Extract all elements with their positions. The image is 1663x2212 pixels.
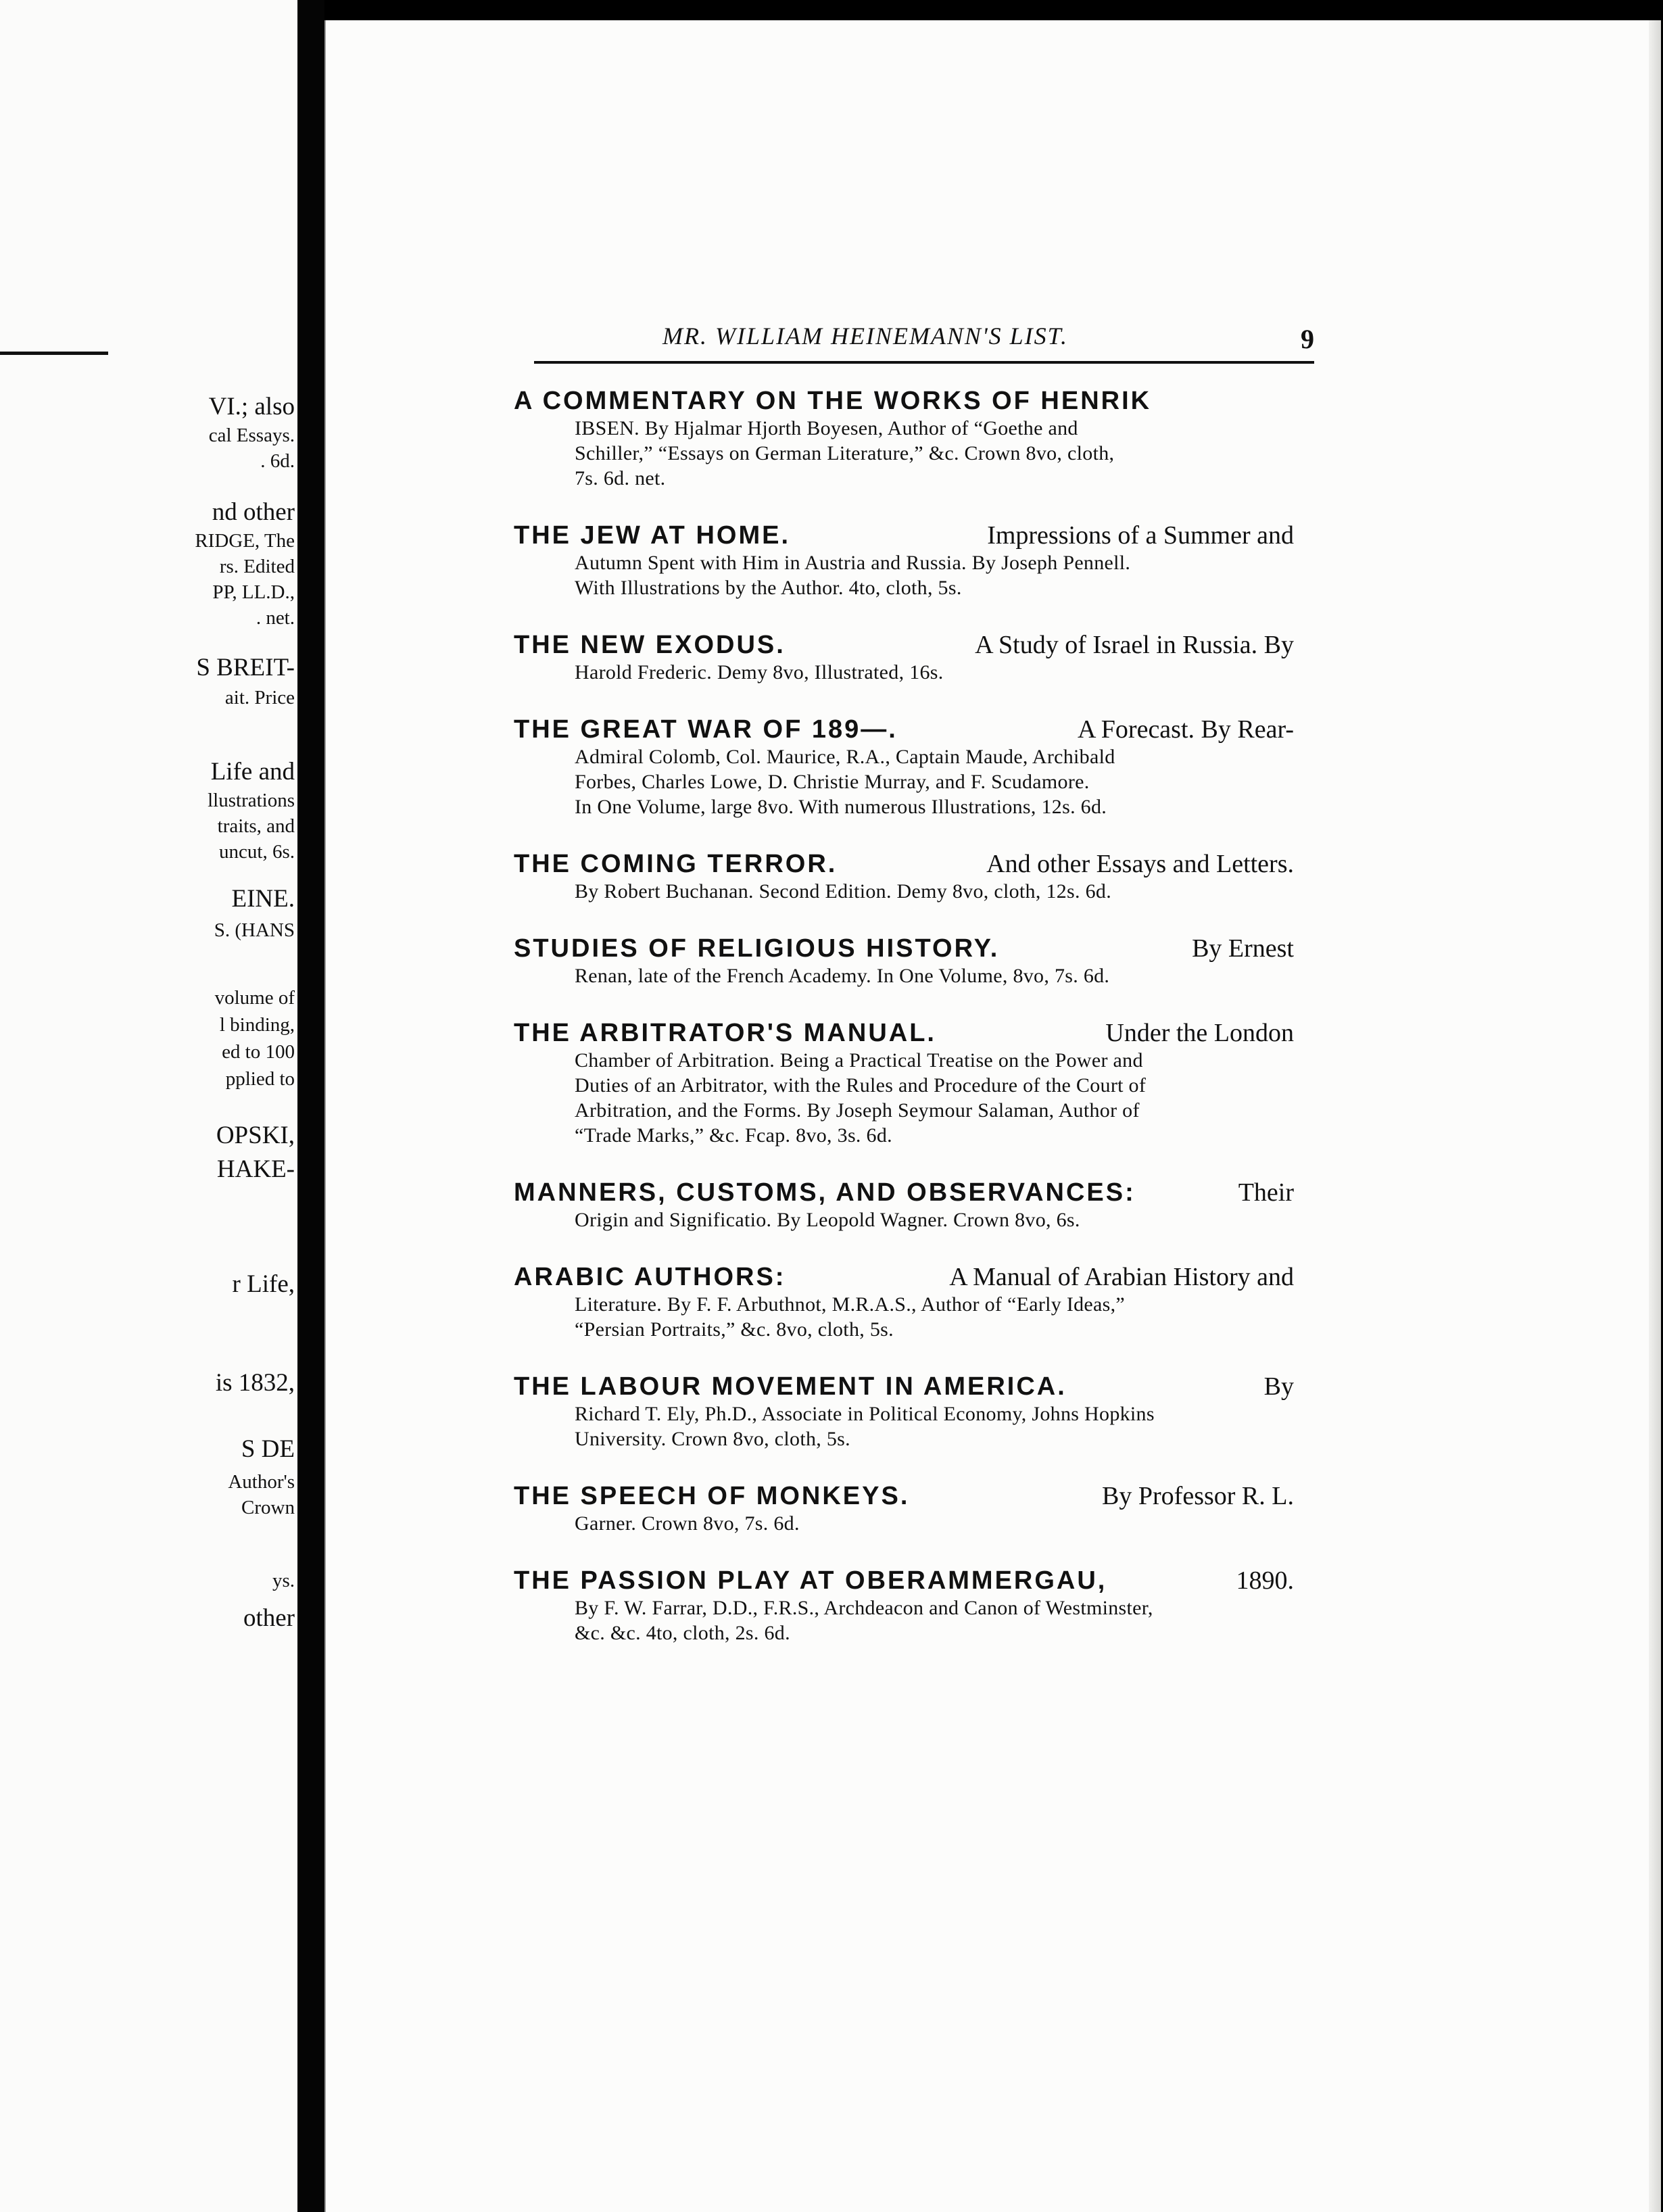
- fragment-text: volume of: [214, 987, 295, 1009]
- fragment-text: Crown: [241, 1497, 295, 1518]
- entry-subtitle: And other Essays and Letters.: [986, 850, 1294, 878]
- catalogue-entry: [514, 521, 1294, 600]
- fragment-text: PP, LL.D.,: [212, 581, 295, 603]
- entry-title: THE SPEECH OF MONKEYS.: [514, 1482, 910, 1510]
- fragment-text: rs. Edited: [219, 556, 295, 577]
- fragment-text: S DE: [241, 1435, 295, 1463]
- catalogue-entry: [514, 1178, 1294, 1232]
- fragment-text: llustrations: [208, 790, 295, 811]
- entry-title: THE JEW AT HOME.: [514, 521, 790, 550]
- previous-page-rule: [0, 352, 108, 355]
- fragment-text: r Life,: [232, 1270, 295, 1298]
- entry-line: “Trade Marks,” &c. Fcap. 8vo, 3s. 6d.: [575, 1124, 892, 1147]
- fragment-text: traits, and: [217, 815, 295, 837]
- catalogue-entry: [514, 387, 1294, 491]
- entry-line: Autumn Spent with Him in Austria and Russia. By Joseph Pennell.: [575, 552, 1131, 574]
- catalogue-list: [514, 387, 1294, 1675]
- entry-line: By Robert Buchanan. Second Edition. Demy 8vo, cloth, 12s. 6d.: [575, 880, 1112, 903]
- entry-line: Arbitration, and the Forms. By Joseph Seymour Salaman, Author of: [575, 1099, 1140, 1122]
- entry-subtitle: By Ernest: [1192, 934, 1294, 963]
- fragment-text: is 1832,: [215, 1369, 295, 1397]
- entry-line: &c. &c. 4to, cloth, 2s. 6d.: [575, 1622, 790, 1644]
- entry-subtitle: A Forecast. By Rear-: [1077, 715, 1294, 744]
- page-number: 9: [1301, 324, 1314, 354]
- fragment-text: other: [243, 1604, 295, 1632]
- entry-line: Duties of an Arbitrator, with the Rules and Procedure of the Court of: [575, 1074, 1147, 1097]
- catalogue-entry: [514, 849, 1294, 904]
- entry-title: A COMMENTARY ON THE WORKS OF HENRIK: [514, 387, 1152, 415]
- entry-line: Garner. Crown 8vo, 7s. 6d.: [575, 1512, 800, 1535]
- entry-title: THE GREAT WAR OF 189—.: [514, 715, 898, 744]
- page-edge-shadow: [1649, 20, 1661, 2212]
- fragment-text: pplied to: [225, 1068, 295, 1090]
- entry-title: THE LABOUR MOVEMENT IN AMERICA.: [514, 1372, 1067, 1401]
- entry-line: University. Crown 8vo, cloth, 5s.: [575, 1428, 850, 1450]
- fragment-text: uncut, 6s.: [219, 841, 295, 863]
- entry-title: ARABIC AUTHORS:: [514, 1263, 786, 1291]
- entry-line: Admiral Colomb, Col. Maurice, R.A., Captain Maude, Archibald: [575, 746, 1115, 768]
- entry-title: THE ARBITRATOR'S MANUAL.: [514, 1019, 936, 1047]
- entry-line: Forbes, Charles Lowe, D. Christie Murray, and F. Scudamore.: [575, 771, 1090, 793]
- entry-line: By F. W. Farrar, D.D., F.R.S., Archdeacon and Canon of Westminster,: [575, 1597, 1153, 1619]
- fragment-text: ait. Price: [224, 687, 295, 708]
- fragment-text: S BREIT-: [196, 654, 295, 681]
- entry-title: STUDIES OF RELIGIOUS HISTORY.: [514, 934, 1000, 963]
- fragment-text: . 6d.: [260, 450, 295, 472]
- fragment-text: ed to 100: [222, 1041, 295, 1063]
- previous-page-fragment: [0, 0, 297, 2212]
- entry-line: Origin and Significatio. By Leopold Wagner. Crown 8vo, 6s.: [575, 1209, 1080, 1231]
- entry-subtitle: Impressions of a Summer and: [987, 521, 1294, 550]
- catalogue-entry: [514, 1372, 1294, 1451]
- entry-subtitle: Their: [1238, 1178, 1294, 1207]
- entry-subtitle: A Manual of Arabian History and: [949, 1263, 1294, 1291]
- catalogue-entry: [514, 934, 1294, 988]
- entry-title: THE COMING TERROR.: [514, 850, 838, 878]
- entry-line: Literature. By F. F. Arbuthnot, M.R.A.S., Author of “Early Ideas,”: [575, 1293, 1126, 1316]
- fragment-text: HAKE-: [216, 1155, 295, 1183]
- entry-line: IBSEN. By Hjalmar Hjorth Boyesen, Author of “Goethe and: [575, 417, 1078, 439]
- fragment-text: OPSKI,: [216, 1122, 295, 1149]
- entry-subtitle: By: [1263, 1372, 1294, 1401]
- entry-line: With Illustrations by the Author. 4to, cloth, 5s.: [575, 577, 962, 599]
- catalogue-entry: [514, 715, 1294, 819]
- entry-subtitle: Under the London: [1105, 1019, 1294, 1047]
- entry-title: THE NEW EXODUS.: [514, 631, 786, 659]
- catalogue-entry: [514, 1481, 1294, 1536]
- entry-line: Schiller,” “Essays on German Literature,” &c. Crown 8vo, cloth,: [575, 442, 1115, 464]
- entry-line: Harold Frederic. Demy 8vo, Illustrated, 16s.: [575, 661, 944, 683]
- fragment-text: cal Essays.: [208, 425, 295, 446]
- entry-title: THE PASSION PLAY AT OBERAMMERGAU,: [514, 1566, 1107, 1595]
- catalogue-entry: [514, 1566, 1294, 1645]
- fragment-text: RIDGE, The: [195, 530, 295, 552]
- entry-line: Renan, late of the French Academy. In One Volume, 8vo, 7s. 6d.: [575, 965, 1110, 987]
- fragment-text: EINE.: [231, 885, 295, 913]
- entry-title: MANNERS, CUSTOMS, AND OBSERVANCES:: [514, 1178, 1136, 1207]
- entry-subtitle: By Professor R. L.: [1102, 1482, 1294, 1510]
- fragment-text: Life and: [210, 758, 295, 786]
- fragment-text: S. (HANS: [214, 919, 295, 941]
- fragment-text: nd other: [212, 498, 295, 526]
- fragment-text: Author's: [228, 1471, 295, 1493]
- catalogue-entry: [514, 1262, 1294, 1342]
- entry-line: 7s. 6d. net.: [575, 467, 666, 489]
- catalogue-entry: [514, 630, 1294, 685]
- entry-line: Richard T. Ely, Ph.D., Associate in Political Economy, Johns Hopkins: [575, 1403, 1155, 1425]
- running-title: MR. WILLIAM HEINEMANN'S LIST.: [662, 322, 1069, 350]
- catalogue-entry: [514, 1018, 1294, 1148]
- header-rule: [534, 361, 1314, 364]
- entry-line: “Persian Portraits,” &c. 8vo, cloth, 5s.: [575, 1318, 894, 1341]
- fragment-text: ys.: [272, 1570, 295, 1591]
- book-gutter: [297, 0, 324, 2212]
- entry-subtitle: A Study of Israel in Russia. By: [975, 631, 1294, 659]
- entry-line: Chamber of Arbitration. Being a Practical Treatise on the Power and: [575, 1049, 1143, 1072]
- entry-line: In One Volume, large 8vo. With numerous Illustrations, 12s. 6d.: [575, 796, 1107, 818]
- running-header: [324, 318, 1314, 365]
- entry-subtitle: 1890.: [1236, 1566, 1294, 1595]
- fragment-text: VI.; also: [208, 393, 295, 420]
- fragment-text: l binding,: [219, 1014, 295, 1036]
- fragment-text: . net.: [256, 607, 295, 629]
